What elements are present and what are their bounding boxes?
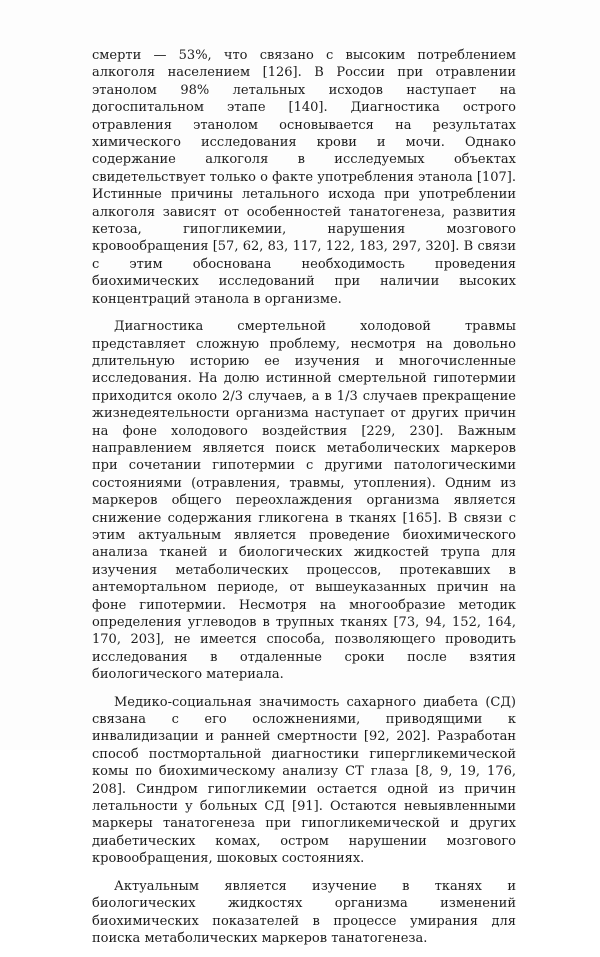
paragraph-3: Медико-социальная значимость сахарного диабета (СД) связана с его осложнениями, приводящими к инвалидизации и ранней смертности [92, 202]. Разработан способ постмортальной диагностики гипергликемической комы по биохимическому анализу СТ глаза [8, 9, 19, 176, 208]. Синдром гипогликемии остается одной из причин летальности у больных СД [91]. Остаются невыявленными маркеры танатогенеза при гипогликемической и других диабетических комах, остром нарушении мозгового кровообращения, шоковых состояниях. (92, 694, 516, 867)
paragraph-2: Диагностика смертельной холодовой травмы представляет сложную проблему, несмотря на довольно длительную историю ее изучения и многочисленные исследования. На долю истинной смертельной гипотермии приходится около 2/3 случаев, а в 1/3 случаев прекращение жизнедеятельности организма наступает от других причин на фоне холодового воздействия [229, 230]. Важным направлением является поиск метаболических маркеров при сочетании гипотермии с другими патологическими состояниями (отравления, травмы, утопления). Одним из маркеров общего переохлаждения организма является снижение содержания гликогена в тканях [165]. В связи с этим актуальным является проведение биохимического анализа тканей и биологических жидкостей трупа для изучения метаболических процессов, протекавших в антемортальном периоде, от вышеуказанных причин на фоне гипотермии. Несмотря на многообразие методик определения углеводов в трупных тканях [73, 94, 152, 164, 170, 203], не имеется способа, позволяющего проводить исследования в отдаленные сроки после взятия биологического материала. (92, 319, 516, 683)
paragraph-4: Актуальным является изучение в тканях и биологических жидкостях организма изменений биохимических показателей в процессе умирания для поиска метаболических маркеров танатогенеза. (92, 878, 516, 946)
paragraph-1: смерти — 53%, что связано с высоким потреблением алкоголя населением [126]. В России при отравлении этанолом 98% летальных исходов наступает на догоспитальном этапе [140]. Диагностика острого отравления этанолом основывается на результатах химического исследования крови и мочи. Однако содержание алкоголя в исследуемых объектах свидетельствует только о факте употребления этанола [107]. Истинные причины летального исхода при употреблении алкоголя зависят от особенностей танатогенеза, развития кетоза, гипогликемии, нарушения мозгового кровообращения [57, 62, 83, 117, 122, 183, 297, 320]. В связи с этим обоснована необходимость проведения биохимических исследований при наличии высоких концентраций этанола в организме. (92, 48, 516, 307)
body-text (92, 47, 516, 957)
